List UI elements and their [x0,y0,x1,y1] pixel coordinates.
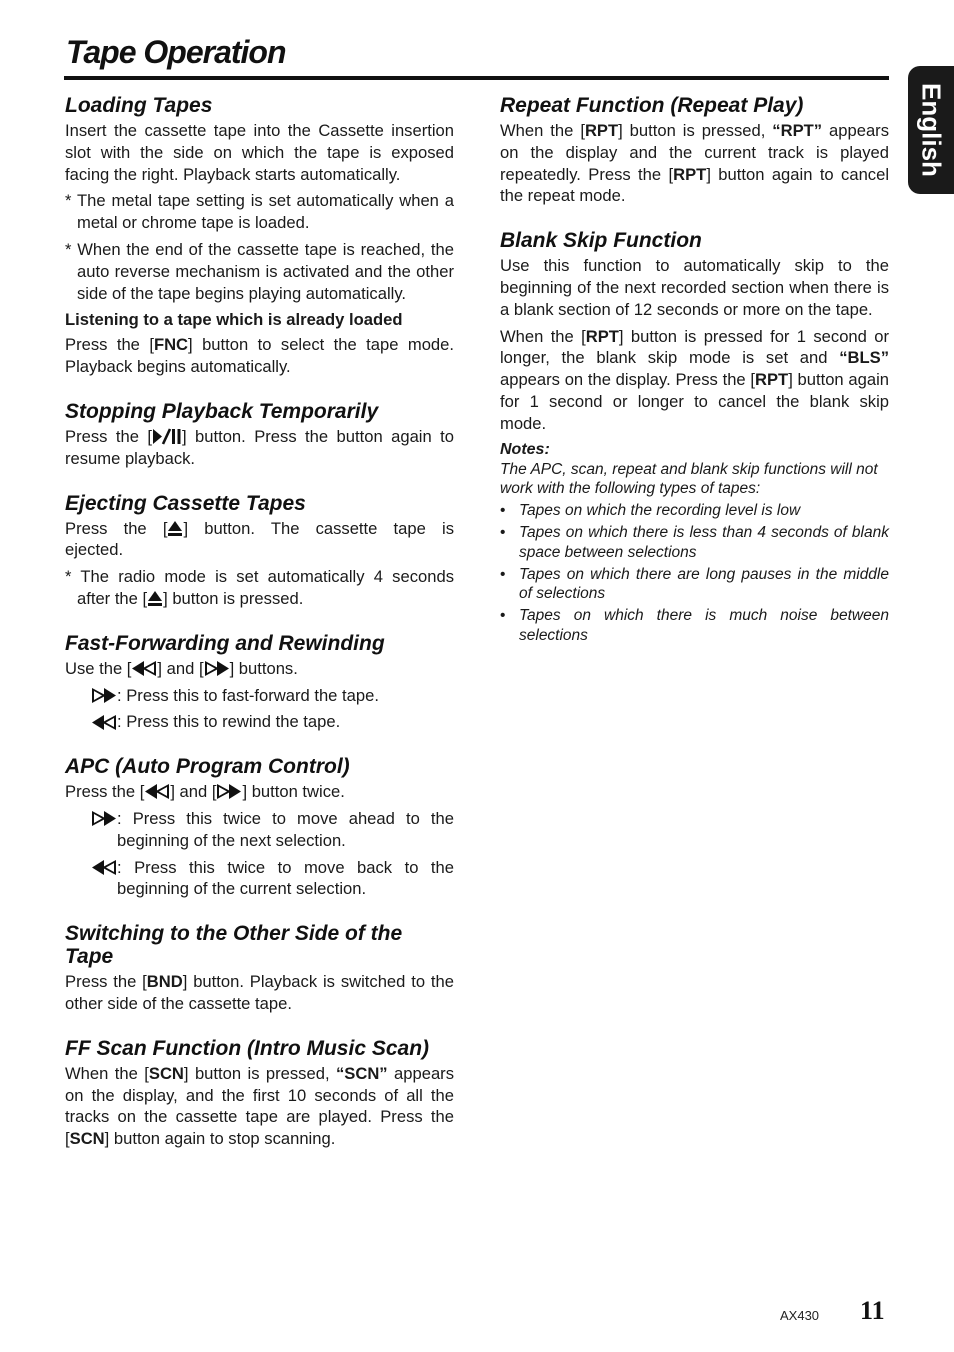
section-repeat [500,94,889,207]
repeat-body: When the [RPT] button is pressed, “RPT” appears on the display and the current track is played repeatedly. Press the [RPT] button again to cancel the repeat mode. [500,121,890,206]
apc-ff-description: : Press this twice to move ahead to the beginning of the next selection. [65,808,454,852]
section-blank-skip [500,229,889,646]
apc-rewind-description: : Press this twice to move back to the beginning of the current selection. [65,857,454,901]
list-item: • Tapes on which there is much noise between selections [500,607,889,644]
loading-note-auto-reverse: * When the end of the cassette tape is reached, the auto reverse mechanism is activated and the other side of the tape begins playing automatically. [65,239,454,303]
rewind-description: : Press this to rewind the tape. [65,711,454,733]
heading-ff-scan: FF Scan Function (Intro Music Scan) [65,1036,430,1060]
blank-skip-body: Use this function to automatically skip to the beginning of the next recorded section when there is a blank section of 12 seconds or more on the tape. [500,256,889,319]
heading-blank-skip: Blank Skip Function [500,229,702,253]
heading-switching-side: Switching to the Other Side of the Tape [65,922,403,969]
section-ff-scan [65,1037,454,1150]
rpt-display-label: “RPT” [772,121,823,140]
rewind-icon [91,714,117,731]
heading-ff-rewind: Fast-Forwarding and Rewinding [65,631,385,655]
fast-forward-icon [204,660,230,677]
bnd-button-label: BND [146,972,183,992]
fast-forward-icon [91,687,117,704]
eject-icon [147,590,163,607]
notes-list [500,501,889,646]
loading-note-metal: * The metal tape setting is set automatically when a metal or chrome tape is loaded. [65,191,454,233]
rpt-button-label: RPT [584,121,619,140]
section-ejecting [65,492,454,610]
heading-stopping-playback: Stopping Playback Temporarily [65,399,379,423]
fast-forward-icon [91,810,117,827]
section-apc [65,755,454,900]
ejecting-body: Press the [ ] button. The cassette tape is ejected. [65,518,454,560]
left-column [65,94,454,1172]
section-switching-side [65,922,454,1015]
list-item: • Tapes on which the recording level is low [500,502,801,520]
page-number: 11 [860,1296,885,1325]
section-loading-tapes [65,94,454,378]
scn-button-label: SCN [69,1129,105,1149]
section-stopping-playback [65,400,454,470]
ejecting-note: * The radio mode is set automatically 4 seconds after the [ ] button is pressed. [65,567,454,608]
list-item: • Tapes on which there is less than 4 seconds of blank space between selections [500,523,889,561]
notes-intro: The APC, scan, repeat and blank skip functions will not work with the following types of tapes: [500,460,878,498]
rpt-button-label: RPT [673,164,707,184]
notes-title: Notes: [500,440,550,458]
scn-display-label: “SCN” [335,1063,388,1083]
ff-description: : Press this to fast-forward the tape. [65,685,454,707]
title-divider [64,76,889,80]
section-ff-rewind [65,632,454,733]
model-number: AX430 [780,1308,820,1323]
list-item: • Tapes on which there are long pauses in the middle of selections [500,565,889,603]
rewind-icon [91,859,117,876]
rewind-icon [131,660,157,677]
heading-loading-tapes: Loading Tapes [65,94,213,117]
loading-body: Insert the cassette tape into the Cassette insertion slot with the side on which the tape is exposed facing the right. Playback starts automatically. [65,121,454,184]
subheading-already-loaded: Listening to a tape which is already loaded [65,310,403,330]
heading-ejecting: Ejecting Cassette Tapes [65,491,306,515]
play-pause-icon [152,428,182,445]
bls-display-label: “BLS” [839,348,889,368]
rpt-button-label: RPT [755,370,789,390]
rewind-icon [144,783,170,800]
heading-apc: APC (Auto Program Control) [65,755,350,779]
eject-icon [167,520,183,537]
fast-forward-icon [216,783,242,800]
switching-body: Press the [BND] button. Playback is switched to the other side of the cassette tape. [65,972,454,1013]
scn-button-label: SCN [148,1063,184,1083]
already-loaded-body: Press the [FNC] button to select the tape mode. Playback begins automatically. [65,335,454,377]
heading-repeat: Repeat Function (Repeat Play) [500,94,804,117]
right-column [500,94,889,668]
ffscan-body: When the [SCN] button is pressed, “SCN” appears on the display, and the first 10 seconds of all the tracks on the cassette tape are played. Press the [SCN] button again to stop scanning. [65,1063,454,1149]
page-title: Tape Operation [66,34,286,70]
stopping-body: Press the [ ] button. Press the button again to resume playback. [65,426,454,468]
blank-skip-instructions: When the [RPT] button is pressed for 1 second or longer, the blank skip mode is set and “BLS” appears on the display. Press the [RPT] button again for 1 second or longer to cancel the blank skip mode. [500,326,889,433]
language-tab-label: English [916,83,947,177]
fnc-button-label: FNC [153,335,189,355]
ffrew-body: Use the [ ] and [ ] buttons. [65,658,298,678]
language-tab [908,66,954,194]
apc-body: Press the [ ] and [ ] button twice. [65,782,345,802]
rpt-button-label: RPT [585,326,619,346]
